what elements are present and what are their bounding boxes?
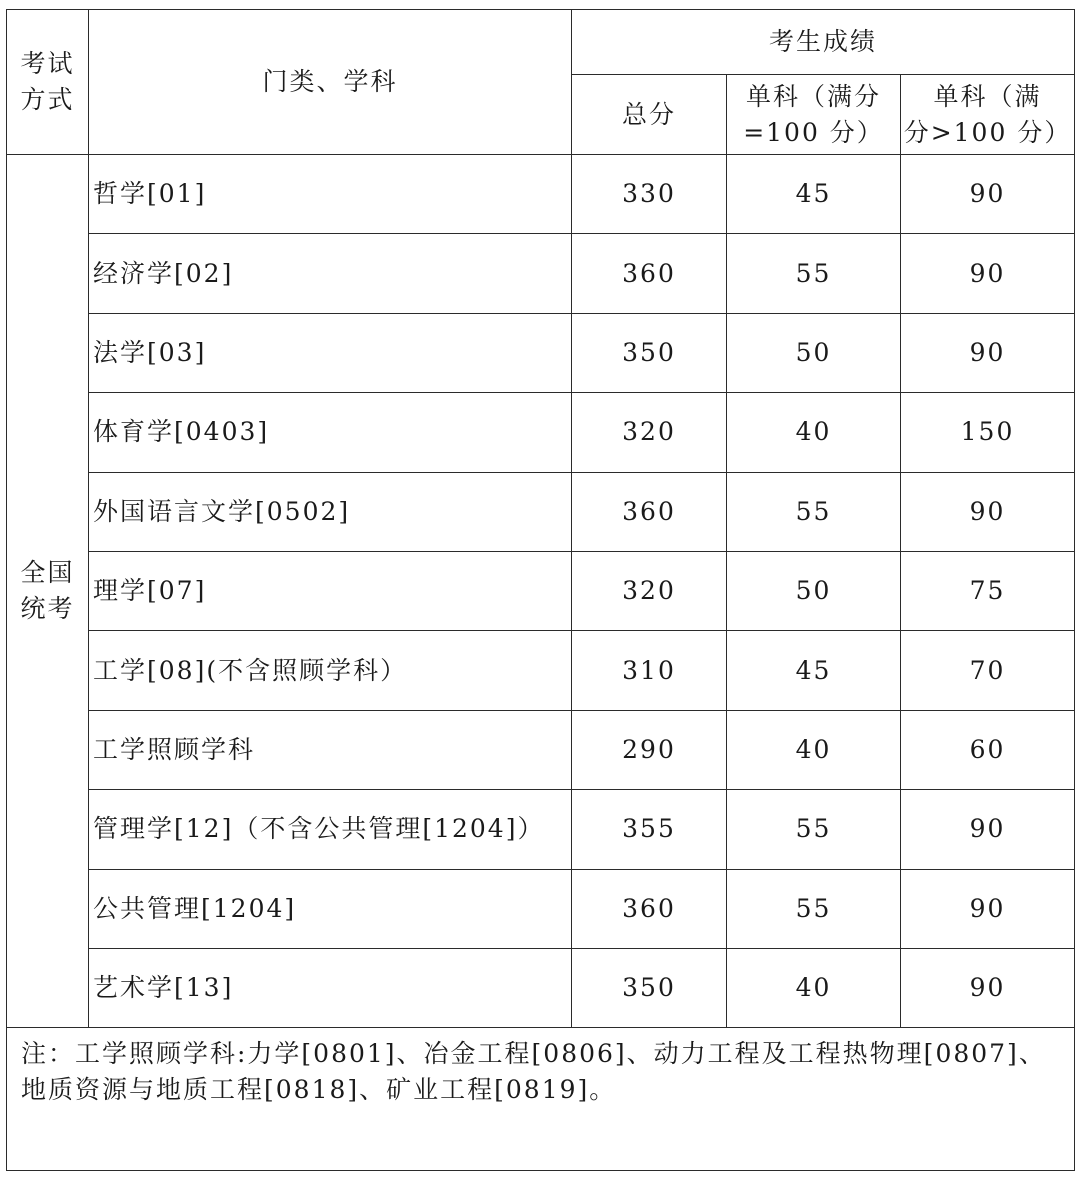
- table-row: [7, 948, 1075, 1027]
- single-over-100-cell: 75: [901, 551, 1075, 630]
- header-row-top: [7, 10, 1075, 75]
- single-over-100-cell: 90: [901, 155, 1075, 234]
- header-candidate-scores: [572, 10, 1075, 75]
- header-total: [572, 75, 727, 155]
- single-over-100-cell: 90: [901, 472, 1075, 551]
- subject-cell: 外国语言文学[0502]: [89, 472, 572, 551]
- single-100-cell: 55: [727, 234, 901, 313]
- exam-method-value: 全国 统考: [20, 558, 75, 624]
- note-line-2: 地质资源与地质工程[0818]、矿业工程[0819]。: [21, 1075, 617, 1105]
- header-category-subject-label: 门类、学科: [262, 67, 398, 96]
- header-exam-method-label: 考试 方式: [20, 49, 75, 114]
- single-100-cell: 40: [727, 393, 901, 472]
- total-score-cell: 360: [572, 869, 727, 948]
- table-row: [7, 313, 1075, 392]
- total-score-cell: 360: [572, 472, 727, 551]
- header-single-100-label: 单科（满分 =100 分）: [743, 81, 884, 147]
- single-over-100-cell: 150: [901, 393, 1075, 472]
- header-single-over-100-label: 单科（满 分>100 分）: [903, 81, 1072, 147]
- table-row: [7, 869, 1075, 948]
- single-over-100-cell: 60: [901, 710, 1075, 789]
- table-row: [7, 790, 1075, 869]
- single-100-cell: 40: [727, 948, 901, 1027]
- table-row: [7, 234, 1075, 313]
- single-100-cell: 50: [727, 551, 901, 630]
- total-score-cell: 355: [572, 790, 727, 869]
- subject-cell: 工学照顾学科: [89, 710, 572, 789]
- total-score-cell: 330: [572, 155, 727, 234]
- note-line-1: 注：工学照顾学科:力学[0801]、冶金工程[0806]、动力工程及工程热物理[0807]、: [21, 1039, 1046, 1069]
- score-table: [6, 9, 1075, 1171]
- header-exam-method: [7, 10, 89, 155]
- single-over-100-cell: 90: [901, 313, 1075, 392]
- single-100-cell: 55: [727, 790, 901, 869]
- header-total-label: 总分: [621, 99, 676, 129]
- exam-method-cell: [7, 155, 89, 1028]
- single-100-cell: 45: [727, 155, 901, 234]
- single-over-100-cell: 90: [901, 234, 1075, 313]
- header-category-subject: [89, 10, 572, 155]
- subject-cell: 理学[07]: [89, 551, 572, 630]
- total-score-cell: 310: [572, 631, 727, 710]
- single-over-100-cell: 90: [901, 790, 1075, 869]
- total-score-cell: 350: [572, 948, 727, 1027]
- subject-cell: 艺术学[13]: [89, 948, 572, 1027]
- table-row: [7, 551, 1075, 630]
- single-100-cell: 55: [727, 869, 901, 948]
- header-single-100: [727, 75, 901, 155]
- total-score-cell: 360: [572, 234, 727, 313]
- total-score-cell: 320: [572, 393, 727, 472]
- table-row: [7, 631, 1075, 710]
- subject-cell: 哲学[01]: [89, 155, 572, 234]
- single-100-cell: 40: [727, 710, 901, 789]
- subject-cell: 管理学[12]（不含公共管理[1204]）: [89, 790, 572, 869]
- total-score-cell: 350: [572, 313, 727, 392]
- table-row: [7, 393, 1075, 472]
- table-row: [7, 472, 1075, 551]
- subject-cell: 经济学[02]: [89, 234, 572, 313]
- single-100-cell: 55: [727, 472, 901, 551]
- total-score-cell: 320: [572, 551, 727, 630]
- header-single-over-100: [901, 75, 1075, 155]
- total-score-cell: 290: [572, 710, 727, 789]
- table-row: [7, 710, 1075, 789]
- single-over-100-cell: 70: [901, 631, 1075, 710]
- single-100-cell: 50: [727, 313, 901, 392]
- subject-cell: 法学[03]: [89, 313, 572, 392]
- single-over-100-cell: 90: [901, 869, 1075, 948]
- single-over-100-cell: 90: [901, 948, 1075, 1027]
- note-cell: [7, 1028, 1075, 1171]
- subject-cell: 体育学[0403]: [89, 393, 572, 472]
- single-100-cell: 45: [727, 631, 901, 710]
- note-row: [7, 1028, 1075, 1171]
- subject-cell: 公共管理[1204]: [89, 869, 572, 948]
- header-candidate-scores-label: 考生成绩: [769, 27, 878, 56]
- subject-cell: 工学[08](不含照顾学科）: [89, 631, 572, 710]
- table-row: [7, 155, 1075, 234]
